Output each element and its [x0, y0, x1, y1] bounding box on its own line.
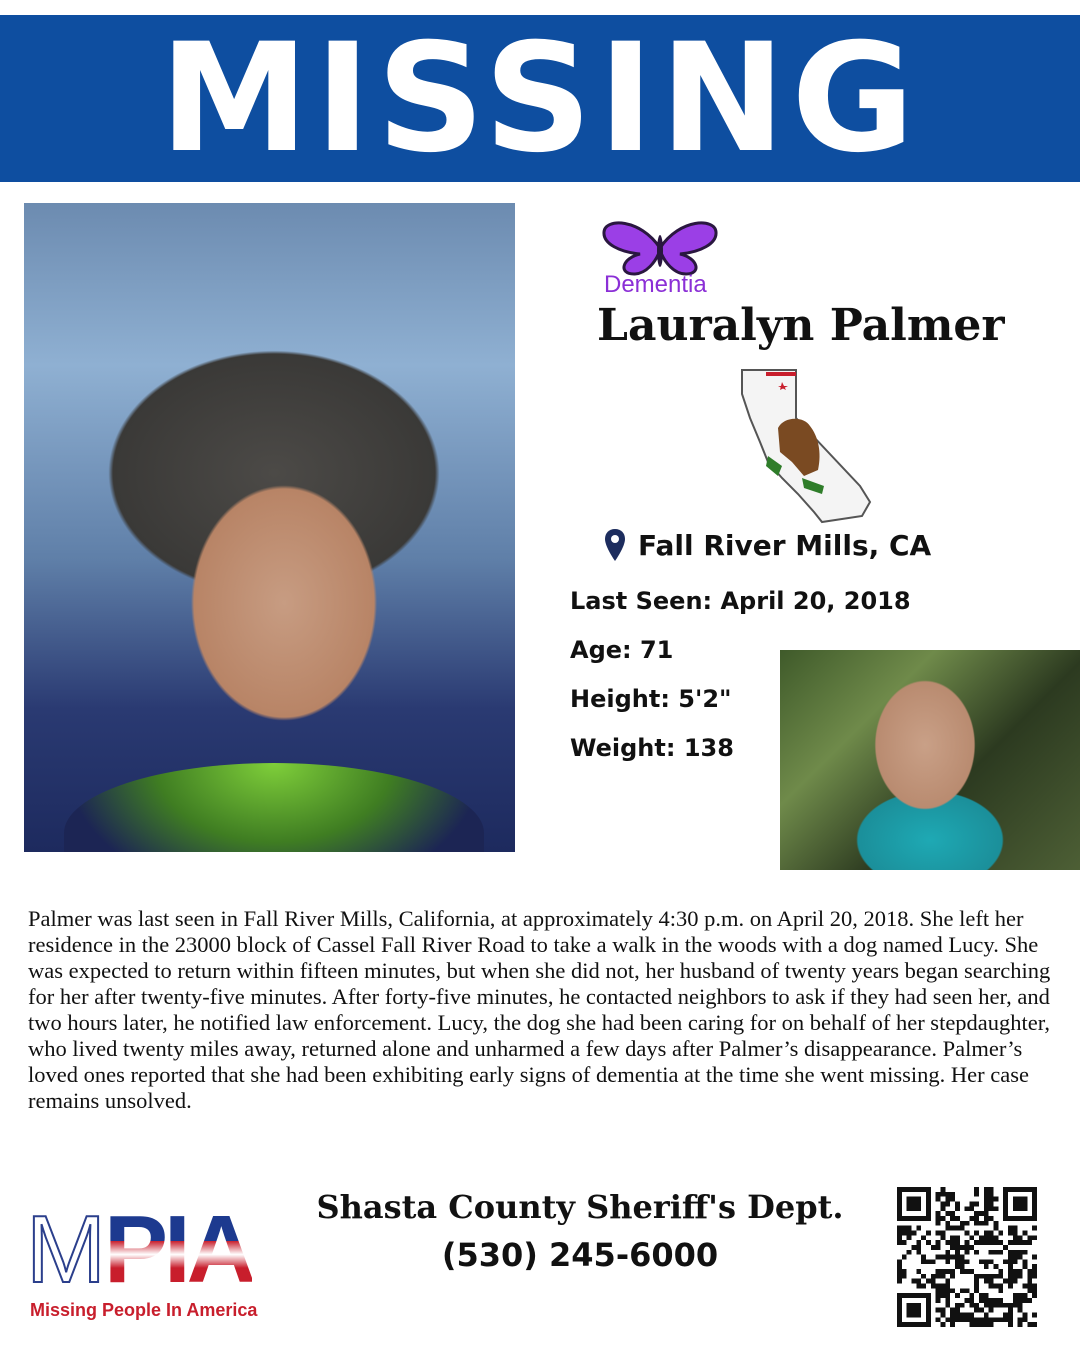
- dementia-tag: Dementia: [604, 271, 707, 298]
- california-flag-map-icon: [738, 366, 876, 526]
- height: Height: 5'2": [570, 685, 732, 713]
- mpia-logo: [26, 1196, 286, 1325]
- location-pin-icon: [604, 528, 626, 562]
- logo-m: M: [26, 1196, 104, 1303]
- phone-number[interactable]: (530) 245-6000: [441, 1236, 719, 1274]
- last-seen: Last Seen: April 20, 2018: [570, 587, 911, 615]
- logo-letters: [26, 1196, 252, 1303]
- logo-pia: PIA: [103, 1196, 252, 1303]
- butterfly-icon: [600, 218, 720, 278]
- secondary-photo: [780, 650, 1080, 870]
- location-row: [604, 528, 931, 562]
- weight: Weight: 138: [570, 734, 734, 762]
- banner-title: MISSING: [159, 11, 921, 186]
- age: Age: 71: [570, 636, 674, 664]
- qr-code-icon[interactable]: [897, 1187, 1037, 1327]
- case-description: Palmer was last seen in Fall River Mills, California, at approximately 4:30 p.m. on April 20, 2018. She left her residence in the 23000 block of Cassel Fall River Road to take a walk in the woods with a dog named Lucy. She was expected to return within fifteen minutes, but when she did not, her husband of twenty years began searching for her after twenty-five minutes. After forty-five minutes, he contacted neighbors to ask if they had seen her, and two hours later, he notified law enforcement. Lucy, the dog she had been caring for on behalf of her stepdaughter, who lived twenty miles away, returned alone and unharmed a few days after Palmer’s disappearance. Palmer’s loved ones reported that she had been exhibiting early signs of dementia at the time she went missing. Her case remains unsolved.: [28, 906, 1051, 1113]
- logo-caption: Missing People In America: [30, 1300, 258, 1320]
- main-photo: [24, 203, 515, 852]
- location-text: Fall River Mills, CA: [638, 528, 932, 562]
- missing-banner: [0, 11, 1080, 186]
- person-name: Lauralyn Palmer: [597, 300, 1005, 351]
- agency-name: Shasta County Sheriff's Dept.: [316, 1188, 844, 1226]
